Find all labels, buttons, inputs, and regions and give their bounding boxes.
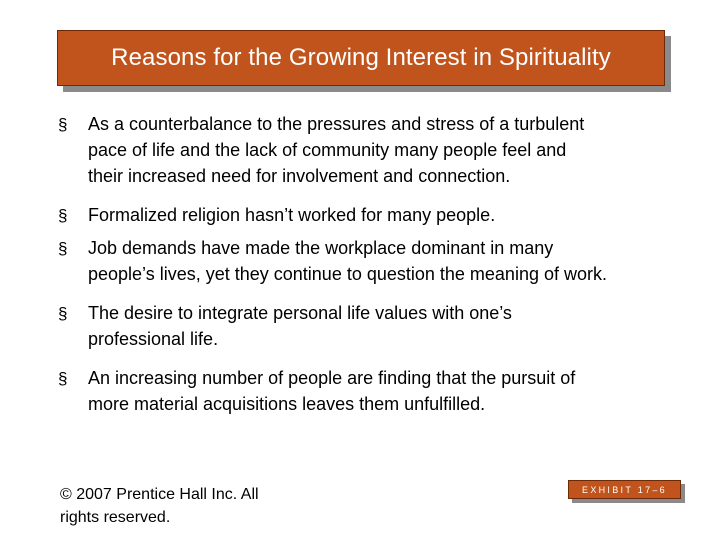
bullet-square-icon: § [58,206,68,225]
bullet-list [58,111,678,417]
copyright-line: © 2007 Prentice Hall Inc. All [60,486,259,503]
bullet-line: Job demands have made the workplace dominant in many [88,238,554,258]
bullet-square-icon: § [58,304,68,323]
bullet-line: Formalized religion hasn’t worked for many people. [88,205,496,225]
bullet-item [58,235,678,287]
exhibit-label: EXHIBIT 17–6 [582,484,667,495]
bullet-line: more material acquisitions leaves them unfulfilled. [88,394,486,414]
bullet-line: As a counterbalance to the pressures and stress of a turbulent [88,114,585,134]
bullet-square-icon: § [58,115,68,134]
bullet-line: their increased need for involvement and connection. [88,166,511,186]
bullet-line: pace of life and the lack of community many people feel and [88,140,567,160]
bullet-square-icon: § [58,369,68,388]
bullet-line: professional life. [88,329,219,349]
bullet-line: The desire to integrate personal life values with one’s [88,303,512,323]
bullet-item [58,111,678,189]
title-banner [57,30,665,86]
bullet-item [58,202,678,228]
copyright-notice [60,483,320,529]
bullet-square-icon: § [58,239,68,258]
copyright-line: rights reserved. [60,509,171,526]
bullet-line: An increasing number of people are finding that the pursuit of [88,368,576,388]
bullet-line: people’s lives, yet they continue to question the meaning of work. [88,264,607,284]
exhibit-badge [568,480,681,499]
slide-title: Reasons for the Growing Interest in Spirituality [111,44,611,71]
bullet-item [58,300,678,352]
bullet-item [58,365,678,417]
